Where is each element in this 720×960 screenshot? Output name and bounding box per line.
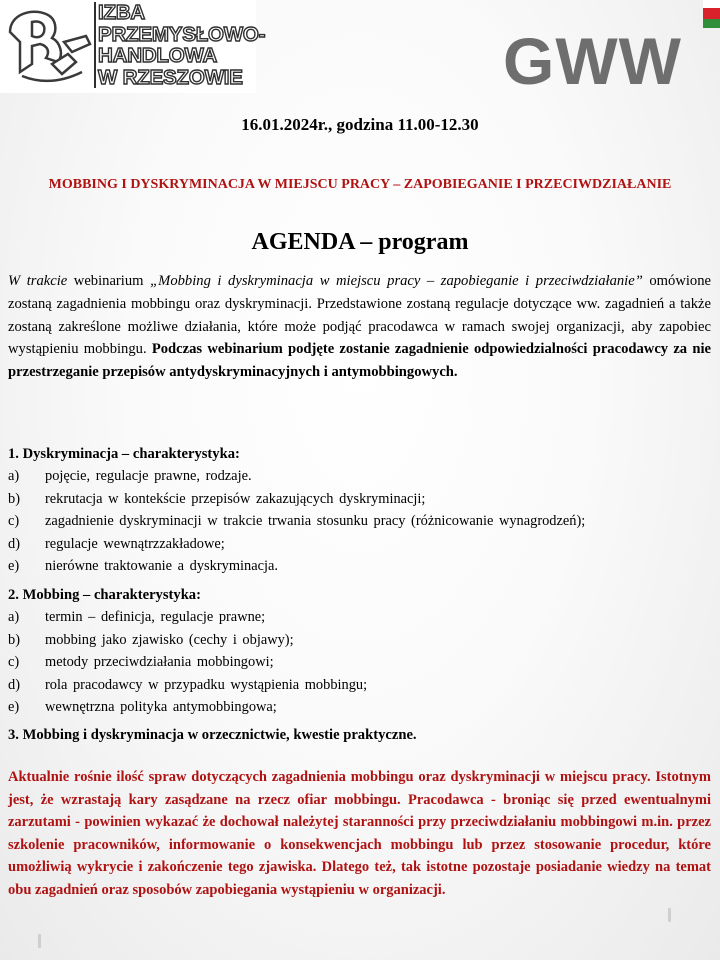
list-item-text: mobbing jako zjawisko (cechy i objawy);	[45, 631, 294, 648]
flag-stripe-white	[703, 0, 720, 8]
logo-line: IZBA	[98, 1, 146, 24]
list-item	[8, 654, 711, 677]
section-heading: 3. Mobbing i dyskryminacja w orzecznictwie, kwestie praktyczne.	[8, 727, 417, 743]
section-heading: 2. Mobbing – charakterystyka:	[8, 587, 201, 603]
list-marker: c)	[8, 654, 20, 670]
flag-icon	[703, 0, 720, 28]
list-marker: c)	[8, 513, 20, 529]
intro-webinar-word: webinarium	[67, 273, 151, 289]
list-item-text: nierówne traktowanie a dyskryminacja.	[45, 558, 278, 574]
list-item	[8, 491, 711, 514]
list-marker: b)	[8, 631, 20, 648]
section-heading: 1. Dyskryminacja – charakterystyka:	[8, 446, 240, 462]
slide-mark	[668, 908, 671, 922]
list-item	[8, 536, 711, 559]
section-list	[8, 609, 711, 722]
list-item	[8, 558, 711, 581]
section-list	[8, 468, 711, 581]
list-marker: d)	[8, 535, 20, 552]
list-item-text: pojęcie, regulacje prawne, rodzaje.	[45, 468, 252, 484]
list-marker: d)	[8, 676, 20, 693]
list-item-text: termin – definicja, regulacje prawne;	[45, 609, 266, 625]
list-marker: a)	[8, 609, 20, 625]
chamber-logo	[0, 0, 266, 93]
flag-stripe-red	[703, 8, 720, 19]
chamber-emblem-icon	[2, 2, 94, 90]
logo-line: HANDLOWA	[98, 44, 218, 67]
list-item	[8, 609, 711, 632]
list-item-text: metody przeciwdziałania mobbingowi;	[45, 654, 274, 670]
list-item	[8, 677, 711, 700]
list-item-text: regulacje wewnątrzzakładowe;	[45, 535, 225, 552]
list-marker: e)	[8, 558, 20, 574]
list-item-text: zagadnienie dyskryminacji w trakcie trwania stosunku pracy (różnicowanie wynagrodzeń);	[45, 513, 586, 529]
list-item-text: wewnętrzna polityka antymobbingowa;	[45, 699, 277, 715]
closing-paragraph: Aktualnie rośnie ilość spraw dotyczących zagadnienia mobbingu oraz dyskryminacji w miejscu pracy. Istotnym jest, że wzrastają kary zasądzane na rzecz ofiar mobbingu. Pracodawca - broniąc się przed ewentualnymi zarzutami - powinien wykazać że dochował należytej staranności przy przeciwdziałaniu mobbingowi m.in. przez szkolenie pracowników, informowanie o konsekwencjach mobbingu lub przez stosowanie procedur, które umożliwią wykrycie i zakończenie tego zjawiska. Dlatego też, tak istotne pozostaje posiadanie wiedzy na temat obu zagadnień oraz sposobów zapobiegania wystąpieniu w organizacji.	[8, 769, 711, 898]
intro-lead-in: W trakcie	[8, 273, 68, 289]
agenda-heading: AGENDA – program	[251, 229, 469, 255]
chamber-logo-text	[94, 2, 265, 88]
list-marker: a)	[8, 468, 20, 484]
gww-logo: GWW	[503, 24, 682, 98]
list-item-text: rola pracodawcy w przypadku wystąpienia mobbingu;	[45, 676, 368, 693]
list-item	[8, 513, 711, 536]
document-title: MOBBING I DYSKRYMINACJA W MIEJSCU PRACY – ZAPOBIEGANIE I PRZECIWDZIAŁANIE	[48, 177, 672, 192]
list-marker: e)	[8, 699, 20, 715]
list-item	[8, 632, 711, 655]
intro-bold-part: Podczas webinarium podjęte zostanie zagadnienie odpowiedzialności pracodawcy za nie przestrzeganie przepisów antydyskryminacyjnych i antymobbingowych.	[8, 341, 711, 381]
webinar-title: „Mobbing i dyskryminacja w miejscu pracy – zapobieganie i przeciwdziałanie”	[150, 273, 643, 289]
slide-mark	[38, 934, 41, 948]
logo-line: W RZESZOWIE	[98, 65, 243, 89]
list-item	[8, 468, 711, 491]
logo-line: PRZEMYSŁOWO-	[98, 22, 266, 46]
flag-stripe-green	[703, 19, 720, 28]
intro-paragraph	[8, 270, 711, 384]
list-marker: b)	[8, 490, 20, 507]
list-item	[8, 699, 711, 722]
intro-body: omówione zostaną zagadnienia mobbingu oraz dyskryminacji. Przedstawione zostaną regulacje dotyczące ww. zagadnień a także zostaną zakreślone możliwe działania, które może podjąć pracodawca w ramach swojej organizacji, aby zapobiec wystąpieniu mobbingu.	[8, 273, 711, 358]
list-item-text: rekrutacja w kontekście przepisów zakazujących dyskryminacji;	[45, 490, 426, 507]
date-line: 16.01.2024r., godzina 11.00-12.30	[241, 115, 479, 134]
